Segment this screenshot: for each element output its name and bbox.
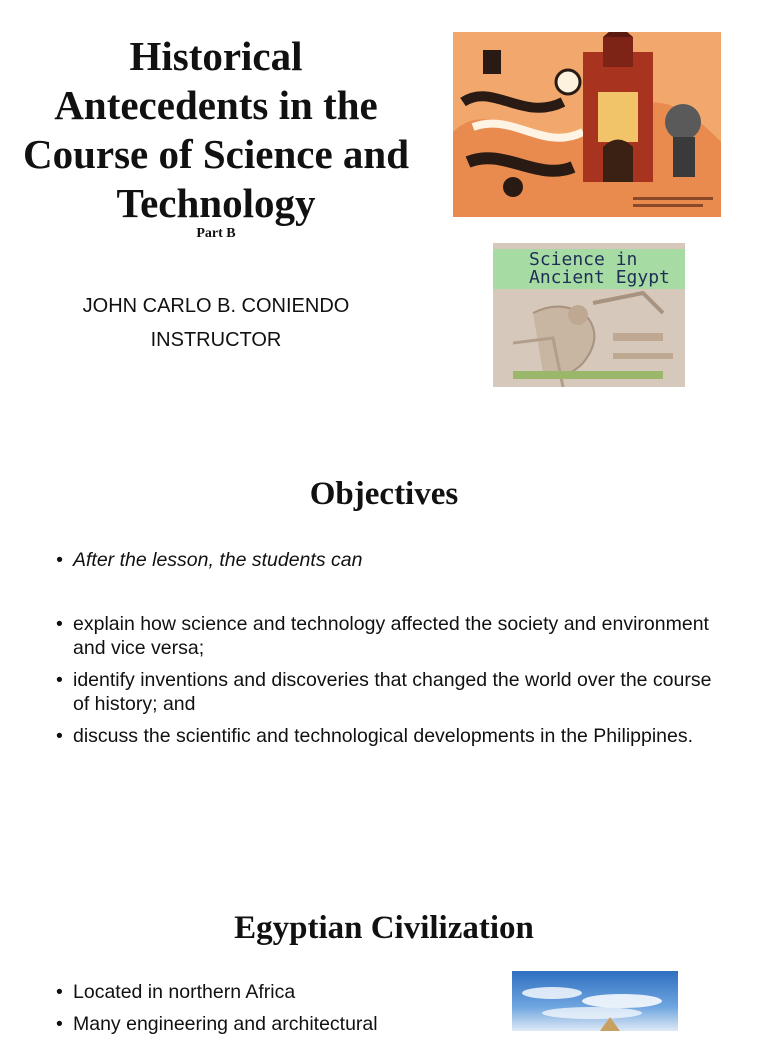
pyramid-sky-photo: [512, 971, 678, 1031]
egyptian-civilization-title: Egyptian Civilization: [234, 910, 534, 946]
science-history-illustration: [453, 32, 721, 217]
author-name: JOHN CARLO B. CONIENDO: [82, 295, 350, 317]
objectives-title: Objectives: [309, 476, 459, 512]
list-item: • discuss the scientific and technological developments in the Philippines.: [56, 724, 716, 748]
main-title: Historical Antecedents in the Course of Science and Technology: [22, 33, 410, 226]
illustration-art: [453, 32, 721, 217]
list-item: • identify inventions and discoveries that changed the world over the course of history; and: [56, 668, 716, 716]
list-item: • explain how science and technology affected the society and environment and vice versa;: [56, 612, 716, 660]
science-in-ancient-egypt-cover: [493, 243, 685, 387]
objectives-slide: [0, 420, 768, 860]
list-item: • After the lesson, the students can: [56, 548, 716, 572]
cover-title: [529, 251, 679, 287]
part-label: Part B: [196, 226, 236, 241]
cover-title-line2: Ancient Egypt: [529, 267, 670, 288]
author-block: [20, 289, 412, 357]
sky-photo-art: [512, 971, 678, 1031]
author-role: INSTRUCTOR: [150, 329, 282, 351]
egyptian-civilization-slide: [0, 860, 768, 1035]
list-item: • Located in northern Africa: [56, 980, 716, 1004]
cover-title-line1: Science in: [529, 249, 638, 270]
list-item: • Many engineering and architectural: [56, 1012, 716, 1036]
objectives-list: [56, 548, 716, 756]
title-slide: [0, 0, 768, 420]
